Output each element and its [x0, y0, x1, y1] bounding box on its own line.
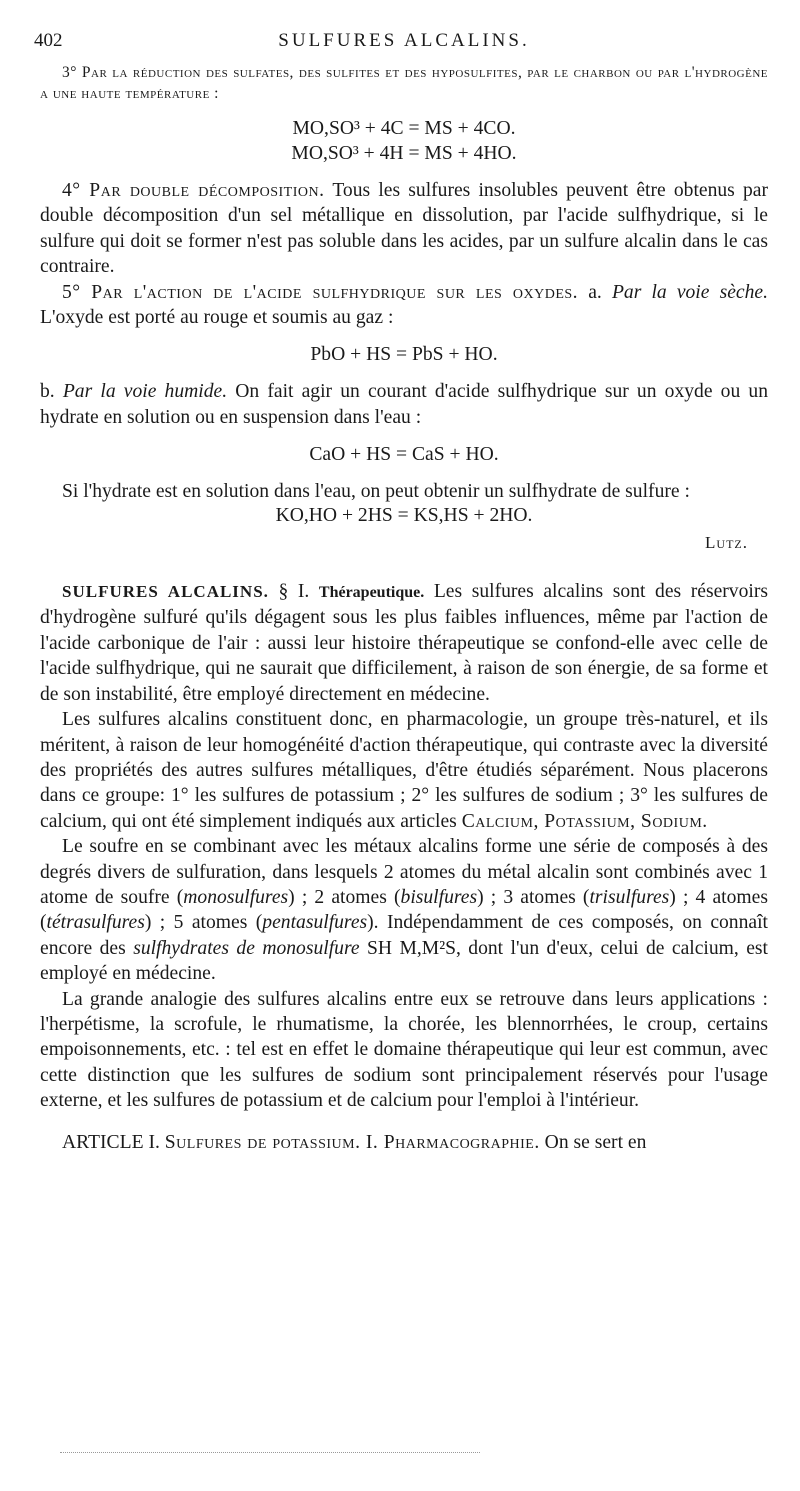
page-number: 402	[34, 30, 63, 51]
p3-part-g: SH M,M²S, dont l'un d'eux, celui de calcium, est employé en médecine.	[40, 937, 769, 985]
item-5-b-title: Par la voie humide.	[62, 381, 228, 403]
article-paragraph-2-text: Les sulfures alcalins constituent donc, en pharmacologie, un groupe très-naturel, et ils méritent, à raison de leur homogénéité d'action thérapeutique, qui contraste avec la diversité des propriétés des autres sulfures métalliques, d'être étudiés séparément. Nous placerons dans ce groupe: 1° les sulfures de potassium ; 2° les sulfures de sodium ; 3° les sulfures de calcium, qui ont été simplement indiqués aux articles	[40, 709, 768, 832]
item-5-a-title: Par la voie sèche.	[611, 281, 768, 303]
article-paragraph-2	[40, 707, 768, 834]
equation-lead-oxide: PbO + HS = PbS + HO.	[310, 344, 498, 366]
article-i-title: Sulfures de potassium.	[164, 1131, 361, 1153]
article-paragraph-4: La grande analogie des sulfures alcalins entre eux se retrouve dans leurs applications : l'herpétisme, la scrofule, le rhumatisme, la chorée, les blennorrhées, le croup, certains empoisonnements, etc. : tel est en effet le domaine thérapeutique qui leur est commun, avec cette distinction que les sulfures de sodium sont principalement réservés pour l'usage externe, et les sulfures de potassium et de calcium pour l'emploi à l'intérieur.	[40, 988, 768, 1112]
equation-potassium-hydrate: KO,HO + 2HS = KS,HS + 2HO.	[275, 504, 533, 526]
item-3-heading	[40, 62, 768, 104]
item-4-text: Tous les sulfures insolubles peuvent être obtenus par double décomposition d'un sel métallique en dissolution, par l'acide sulfhydrique, si le sulfure qui doit se former n'est pas soluble dans les acides, par un sulfure alcalin dans le cas contraire.	[40, 180, 768, 278]
p3-part-a: Le soufre en se combinant avec les métaux alcalins forme une série de composés à des degrés divers de sulfuration, dans lesquels 2 atomes du métal alcalin sont combinés avec 1 atome de soufre (	[40, 836, 768, 908]
item-5-b-paragraph	[40, 379, 768, 430]
author-signature: Lutz.	[705, 532, 748, 552]
p3-bisulfures: bisulfures	[400, 886, 478, 908]
article-title: SULFURES ALCALINS.	[62, 582, 269, 602]
equation-sulfate-carbon: MO,SO³ + 4C = MS + 4CO.	[292, 118, 516, 139]
running-title: SULFURES ALCALINS.	[278, 30, 530, 51]
p3-part-d: ) ; 4 atomes (	[40, 886, 768, 934]
article-i-paragraph	[40, 1130, 768, 1155]
page-header	[34, 30, 768, 58]
p3-part-b: ) ; 2 atomes (	[288, 886, 401, 908]
item-5-b-label: b.	[40, 381, 63, 403]
equation-calcium-oxide: CaO + HS = CaS + HO.	[309, 444, 499, 466]
item-4-paragraph	[40, 178, 768, 280]
article-cross-references: Calcium, Potassium, Sodium.	[461, 810, 708, 832]
p3-trisulfures: trisulfures	[589, 886, 670, 908]
item-5-b-text: On fait agir un courant d'acide sulfhydrique sur un oxyde ou un hydrate en solution ou en suspension dans l'eau :	[40, 381, 768, 428]
page	[34, 30, 769, 1155]
p3-pentasulfures: pentasulfures	[262, 912, 368, 934]
item-5-heading: 5° Par l'action de l'acide sulfhydrique sur les oxydes.	[62, 281, 579, 303]
article-i-label: ARTICLE I.	[62, 1131, 165, 1153]
equation-sulfate-hydrogen: MO,SO³ + 4H = MS + 4HO.	[291, 143, 517, 164]
p3-part-e: ) ; 5 atomes (	[144, 912, 263, 934]
article-i-text: On se sert en	[539, 1131, 647, 1153]
bottom-rule	[60, 1452, 480, 1453]
section-title: Thérapeutique.	[318, 584, 425, 602]
p3-part-c: ) ; 3 atomes (	[477, 886, 590, 908]
item-5-a-text: L'oxyde est porté au rouge et soumis au gaz :	[40, 307, 394, 329]
item-5-a-label: a.	[578, 281, 612, 303]
p3-tetrasulfures: tétrasulfures	[46, 912, 145, 934]
article-paragraph-3	[40, 834, 768, 986]
article-i-subtitle: I. Pharmacographie.	[360, 1131, 540, 1153]
item-5-c-paragraph: Si l'hydrate est en solution dans l'eau, on peut obtenir un sulfhydrate de sulfure :	[62, 481, 690, 503]
article-paragraph-1-text: Les sulfures alcalins sont des réservoirs d'hydrogène sulfuré qu'ils dégagent sous les plus faibles influences, même par l'action de l'acide carbonique de l'air : aussi leur histoire thérapeutique se confond-elle avec celle de l'acide sulfhydrique, qui ne saurait que difficilement, à raison de son énergie, de sa forme et de son instabilité, être employé directement en médecine.	[40, 581, 768, 705]
p3-monosulfures: monosulfures	[183, 886, 289, 908]
item-5-paragraph	[40, 280, 768, 331]
article-paragraph-1	[40, 579, 768, 707]
item-4-heading: 4° Par double décomposition.	[62, 180, 325, 201]
p3-sulfhydrates: sulfhydrates de monosulfure	[133, 937, 360, 959]
section-marker: § I.	[268, 581, 319, 603]
item-3-heading-text: 3° Par la réduction des sulfates, des sulfites et des hyposulfites, par le charbon ou par l'hydrogène a une haute température :	[40, 64, 768, 102]
p3-part-f: ). Indépendamment de ces composés, on connaît encore des	[40, 912, 768, 959]
